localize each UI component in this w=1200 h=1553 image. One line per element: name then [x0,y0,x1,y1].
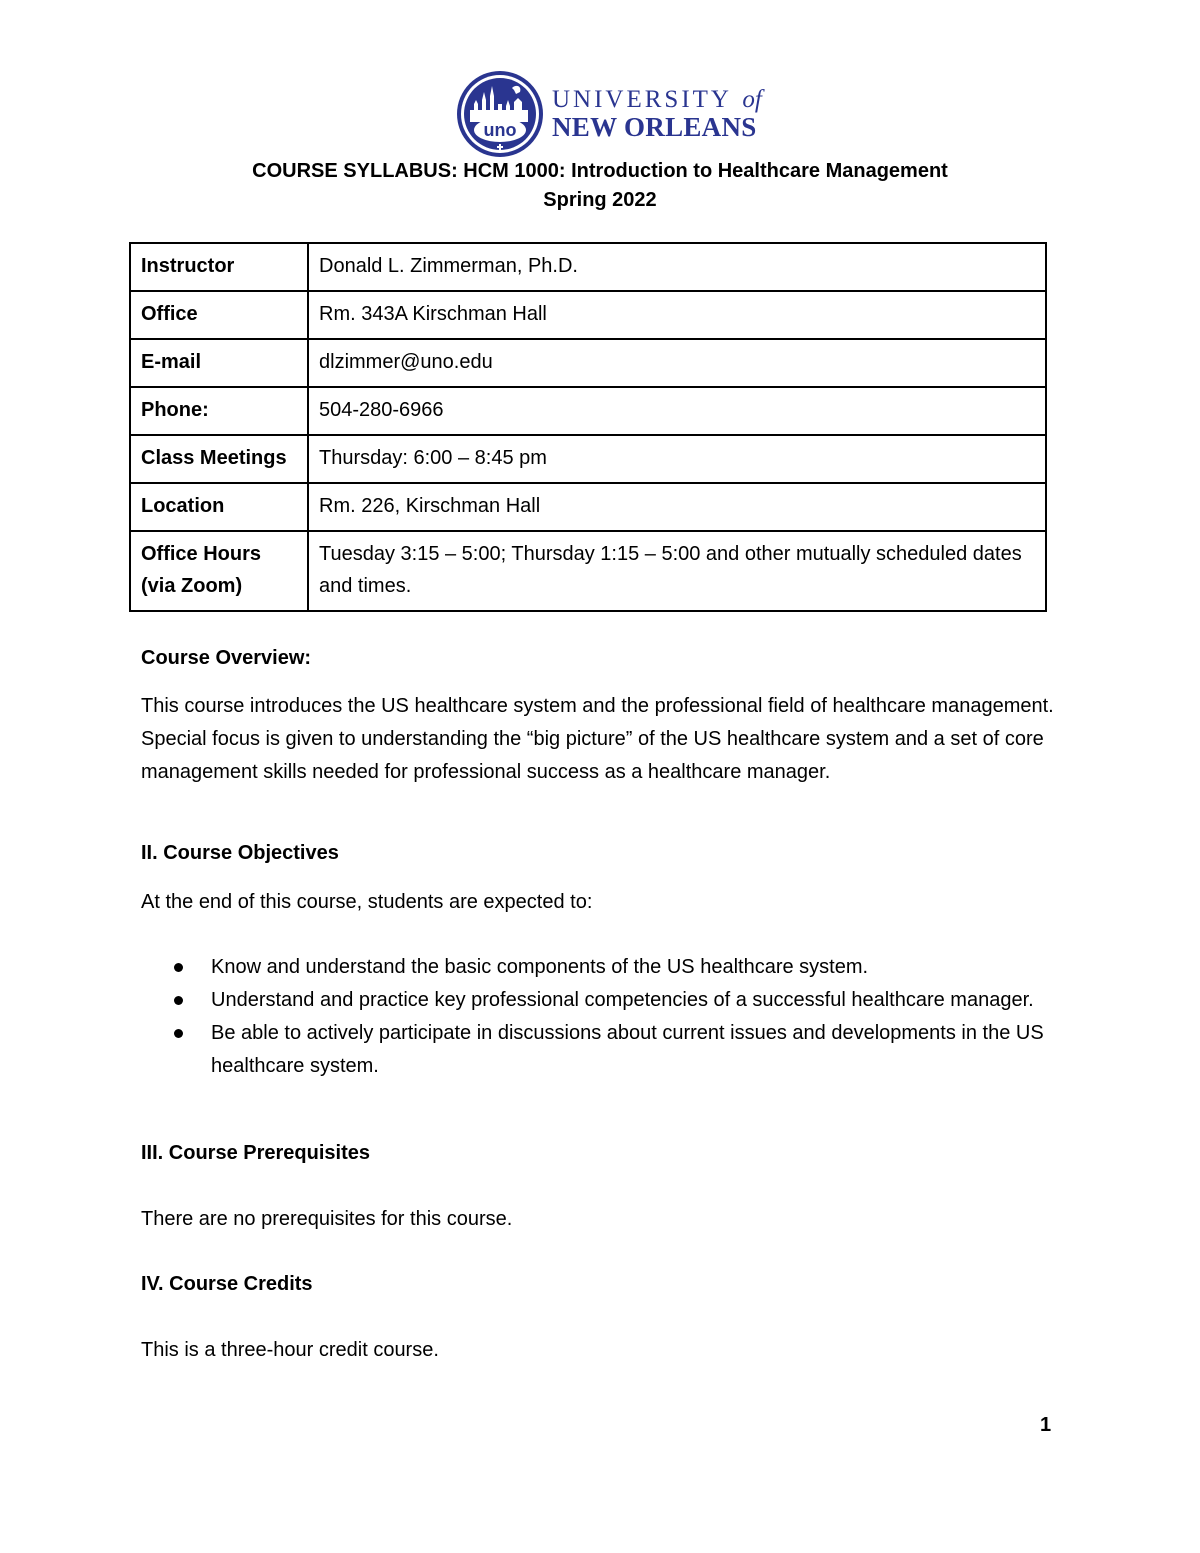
row-label: Office [130,291,308,339]
phone-value: 504-280-6966 [308,387,1046,435]
overview-heading: Course Overview: [141,647,312,669]
objectives-heading: II. Course Objectives [141,842,339,864]
row-label: Instructor [130,243,308,291]
list-item: Be able to actively participate in discussions about current issues and developments in the US healthcare system. [141,1017,1061,1083]
row-label: Location [130,483,308,531]
course-info-table [129,242,1047,612]
syllabus-title: COURSE SYLLABUS: HCM 1000: Introduction to Healthcare Management [252,160,948,182]
university-logo [456,70,762,160]
syllabus-term: Spring 2022 [543,189,657,211]
bullet-icon [174,1029,183,1038]
logo-wordmark-line2: NEW ORLEANS [552,112,757,142]
uno-seal-icon [456,70,544,158]
row-label: E-mail [130,339,308,387]
page-number: 1 [1040,1414,1052,1436]
table-row [130,291,1046,339]
logo-wordmark-line1: UNIVERSITY of [552,86,762,113]
table-row [130,435,1046,483]
row-value: Tuesday 3:15 – 5:00; Thursday 1:15 – 5:00 and other mutually scheduled dates and times. [308,531,1046,611]
row-label: Phone: [130,387,308,435]
objectives-list [141,951,1061,1083]
list-item: Understand and practice key professional competencies of a successful healthcare manager. [141,984,1061,1017]
bullet-icon [174,963,183,972]
table-row [130,483,1046,531]
table-row [130,243,1046,291]
svg-text:uno: uno [483,120,517,140]
table-row [130,339,1046,387]
credits-heading: IV. Course Credits [141,1273,313,1295]
row-value: Thursday: 6:00 – 8:45 pm [308,435,1046,483]
overview-text: This course introduces the US healthcare system and the professional field of healthcare management. Special focus is given to understanding the “big picture” of the US healthcare system and a set of core management skills needed for professional success as a healthcare manager. [141,695,1054,783]
row-value: Rm. 343A Kirschman Hall [308,291,1046,339]
table-row [130,387,1046,435]
row-value: Rm. 226, Kirschman Hall [308,483,1046,531]
objectives-intro: At the end of this course, students are expected to: [141,891,593,913]
credits-text: This is a three-hour credit course. [141,1339,439,1361]
prerequisites-heading: III. Course Prerequisites [141,1142,370,1164]
prerequisites-text: There are no prerequisites for this course. [141,1208,513,1230]
email-value: dlzimmer@uno.edu [308,339,1046,387]
list-item: Know and understand the basic components of the US healthcare system. [141,951,1061,984]
bullet-icon [174,996,183,1005]
table-row [130,531,1046,611]
row-value: Donald L. Zimmerman, Ph.D. [308,243,1046,291]
row-label: Office Hours (via Zoom) [130,531,308,611]
row-label: Class Meetings [130,435,308,483]
